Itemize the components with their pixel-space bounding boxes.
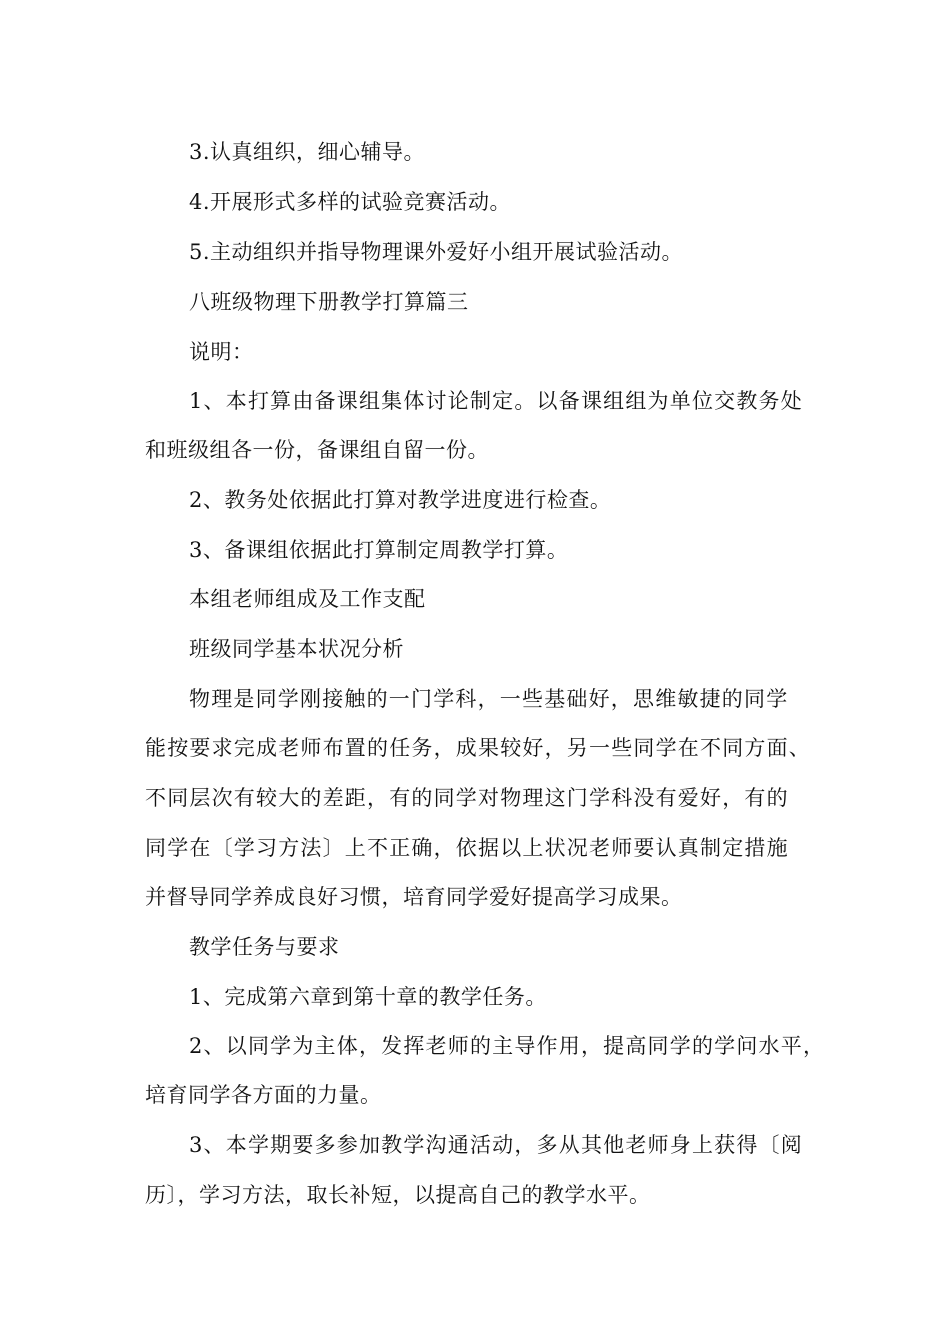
- note-1-line-1: 1、本打算由备课组集体讨论制定。以备课组组为单位交教务处: [189, 389, 803, 413]
- analysis-line-1: 物理是同学刚接触的一门学科，一些基础好，思维敏捷的同学: [189, 687, 789, 711]
- note-3: 3、备课组依据此打算制定周教学打算。: [189, 538, 569, 562]
- list-item-4: 4.开展形式多样的试验竞赛活动。: [189, 190, 512, 214]
- analysis-line-4: 同学在〔学习方法〕上不正确，依据以上状况老师要认真制定措施: [145, 836, 789, 860]
- task-3-line-1: 3、本学期要多参加教学沟通活动，多从其他老师身上获得〔阅: [189, 1133, 803, 1157]
- analysis-line-3: 不同层次有较大的差距，有的同学对物理这门学科没有爱好，有的: [145, 786, 789, 810]
- list-item-5: 5.主动组织并指导物理课外爱好小组开展试验活动。: [189, 240, 684, 264]
- note-1-line-2: 和班级组各一份，备课组自留一份。: [145, 438, 489, 462]
- task-2-line-2: 培育同学各方面的力量。: [145, 1083, 382, 1107]
- heading-staff: 本组老师组成及工作支配: [189, 587, 426, 611]
- task-2-line-1: 2、以同学为主体，发挥老师的主导作用，提高同学的学问水平，: [189, 1034, 826, 1058]
- section-title: 八班级物理下册教学打算篇三: [189, 290, 469, 314]
- task-3-line-2: 历〕，学习方法，取长补短，以提高自己的教学水平。: [145, 1183, 651, 1207]
- analysis-line-5: 并督导同学养成良好习惯，培育同学爱好提高学习成果。: [145, 885, 683, 909]
- heading-tasks: 教学任务与要求: [189, 935, 340, 959]
- list-item-3: 3.认真组织，细心辅导。: [189, 140, 426, 164]
- notes-heading: 说明：: [189, 340, 254, 364]
- note-2: 2、教务处依据此打算对教学进度进行检查。: [189, 488, 612, 512]
- task-1: 1、完成第六章到第十章的教学任务。: [189, 985, 547, 1009]
- heading-student-analysis: 班级同学基本状况分析: [189, 637, 404, 661]
- analysis-line-2: 能按要求完成老师布置的任务，成果较好，另一些同学在不同方面、: [145, 736, 811, 760]
